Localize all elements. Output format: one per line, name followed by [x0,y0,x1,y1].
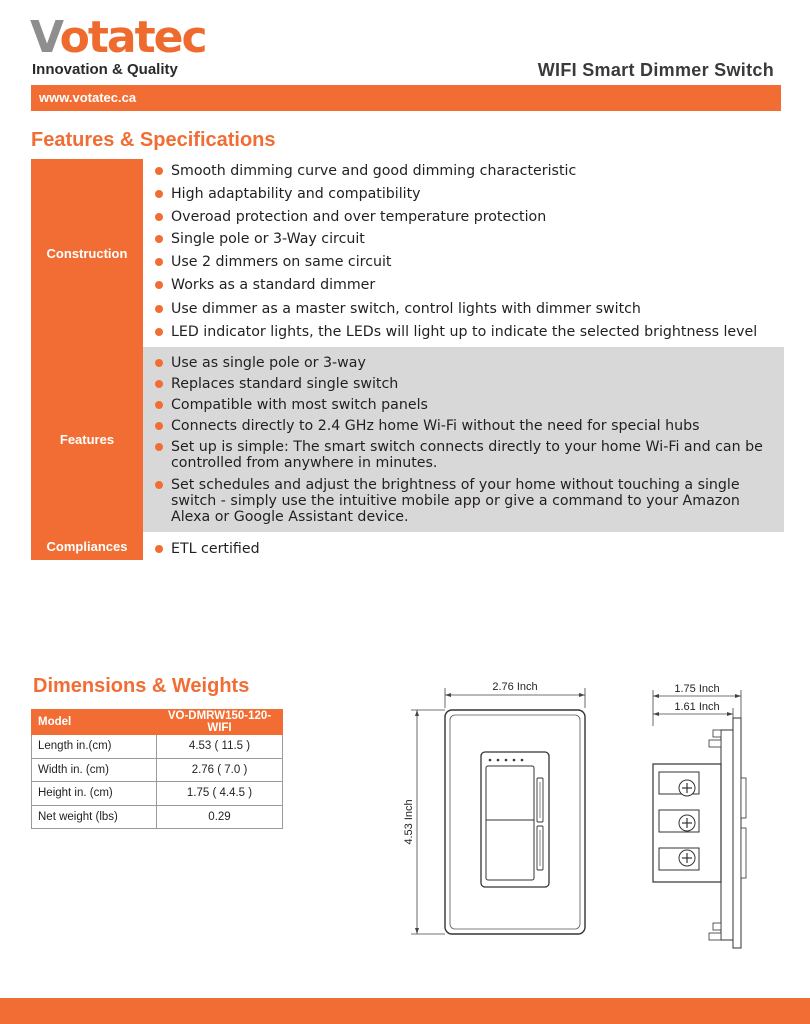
list-item: LED indicator lights, the LEDs will light up to indicate the selected brightness level [154,324,794,340]
table-row [32,805,283,829]
list-item: Connects directly to 2.4 GHz home Wi-Fi without the need for special hubs [154,418,779,434]
width-label: 2.76 Inch [492,681,538,693]
table-row [32,758,283,782]
list-item: Use as single pole or 3-way [154,355,779,371]
list-item: Overoad protection and over temperature protection [154,209,794,225]
table-cell-value: 4.53 ( 11.5 ) [157,735,283,759]
list-item: Compatible with most switch panels [154,397,779,413]
compliances-list [154,541,754,557]
list-item: Set up is simple: The smart switch connects directly to your home Wi-Fi and can be controlled from anywhere in minutes. [154,439,779,471]
construction-list [154,163,794,340]
specs-section-title: Features & Specifications [31,129,276,151]
document-title: WIFI Smart Dimmer Switch [537,60,774,80]
logo-v-mark: V [30,12,60,63]
list-item: Single pole or 3-Way circuit [154,231,794,247]
table-cell-label: Height in. (cm) [32,782,157,806]
compliances-label: Compliances [31,532,143,560]
features-label: Features [31,347,143,532]
table-cell-value: 1.75 ( 4.4.5 ) [157,782,283,806]
website-bar [31,85,781,111]
list-item: Replaces standard single switch [154,376,779,392]
dimensions-table [31,709,283,829]
table-cell-label: Length in.(cm) [32,735,157,759]
list-item: Set schedules and adjust the brightness of your home without touching a single switch - simply use the intuitive mobile app or give a command to your Amazon Alexa or Google Assistant device. [154,477,779,525]
side-view-drawing [635,678,755,950]
depth-label: 1.75 Inch [674,683,720,695]
table-cell-value: 2.76 ( 7.0 ) [157,758,283,782]
table-cell-label: Net weight (lbs) [32,805,157,829]
list-item: Works as a standard dimmer [154,277,794,293]
table-header-row [32,710,283,735]
footer-bar [0,998,810,1024]
front-view-drawing [395,670,605,945]
features-list [154,355,779,525]
list-item: ETL certified [154,541,754,557]
list-item: Smooth dimming curve and good dimming characteristic [154,163,794,179]
table-row [32,735,283,759]
tagline: Innovation & Quality [32,61,178,78]
list-item: High adaptability and compatibility [154,186,794,202]
table-cell-label: Width in. (cm) [32,758,157,782]
dimensions-section-title: Dimensions & Weights [33,675,250,697]
list-item: Use dimmer as a master switch, control lights with dimmer switch [154,301,794,317]
table-cell-value: 0.29 [157,805,283,829]
table-header-cell: Model [32,710,157,735]
construction-label: Construction [31,159,143,347]
logo-wordmark: otatec [59,12,206,63]
table-row [32,782,283,806]
list-item: Use 2 dimmers on same circuit [154,254,794,270]
website-link[interactable]: www.votatec.ca [39,90,137,105]
depth2-label: 1.61 Inch [674,701,720,713]
length-label: 4.53 Inch [403,799,415,845]
table-header-cell: VO-DMRW150-120-WIFI [157,710,283,735]
brand-logo [30,14,206,62]
